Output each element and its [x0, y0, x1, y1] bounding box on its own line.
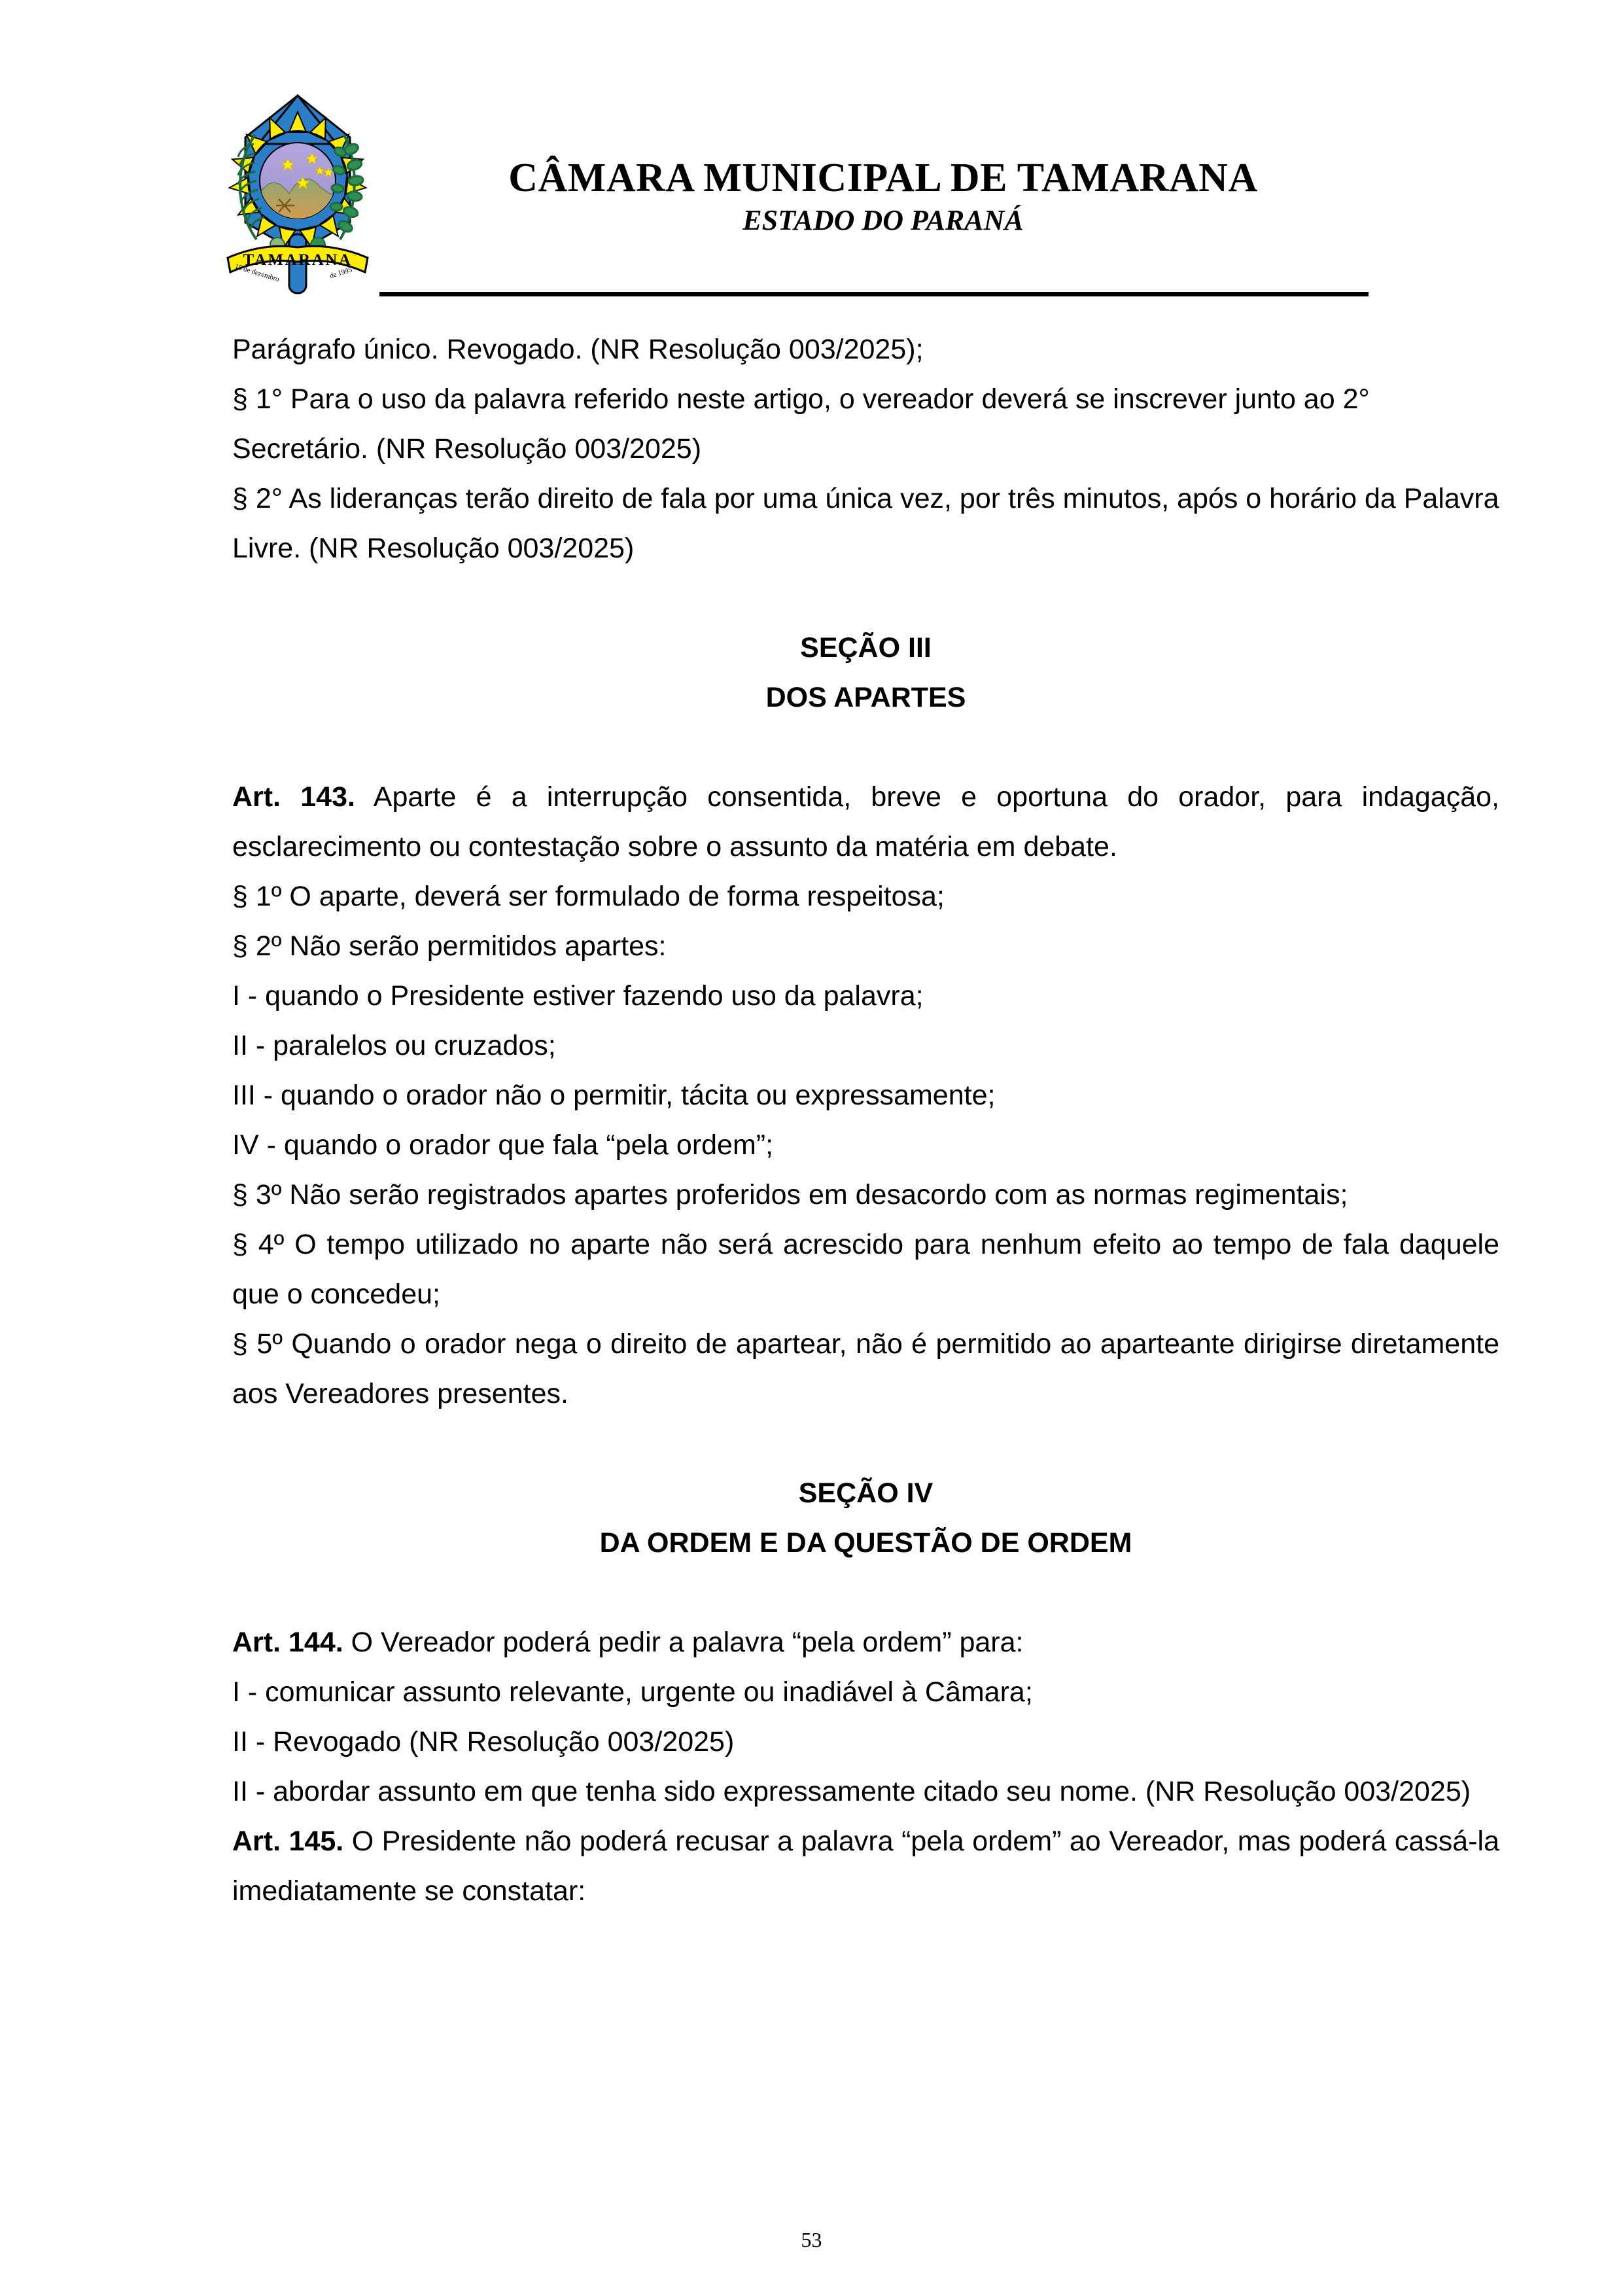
article-143-paragraph-2: § 2º Não serão permitidos apartes:: [232, 930, 667, 962]
page-number: 53: [801, 2228, 822, 2252]
article-143: [232, 772, 1499, 872]
article-143-item-iii: III - quando o orador não o permitir, tácita ou expressamente;: [232, 1080, 996, 1111]
article-143-paragraph-3: § 3º Não serão registrados apartes proferidos em desacordo com as normas regimentais;: [232, 1179, 1348, 1210]
spacer: [232, 573, 1499, 623]
document-body: [232, 325, 1499, 1916]
article-143-item-i: I - quando o Presidente estiver fazendo uso da palavra;: [232, 980, 924, 1012]
article-144-text: O Vereador poderá pedir a palavra “pela ordem” para:: [343, 1627, 1024, 1658]
crest-banner-right: de 1995: [328, 266, 353, 281]
section-4-title: DA ORDEM E DA QUESTÃO DE ORDEM: [599, 1527, 1132, 1559]
spacer: [232, 1419, 1499, 1468]
state-name: ESTADO DO PARANÁ: [742, 204, 1024, 237]
article-145-text: O Presidente não poderá recusar a palavra “pela ordem” ao Vereador, mas poderá cassá-la imediatamente se constatar:: [232, 1826, 1499, 1907]
article-143-item-iv: IV - quando o orador que fala “pela ordem”;: [232, 1129, 774, 1161]
paragraph-unico: Parágrafo único. Revogado. (NR Resolução 003/2025);: [232, 334, 924, 365]
article-143-paragraph-5: § 5º Quando o orador nega o direito de apartear, não é permitido ao aparteante dirigirse diretamente aos Vereadores presentes.: [232, 1328, 1499, 1409]
article-143-label: Art. 143.: [232, 781, 355, 813]
article-143-item-ii: II - paralelos ou cruzados;: [232, 1030, 556, 1061]
paragraph-1-art142: § 1° Para o uso da palavra referido neste artigo, o vereador deverá se inscrever junto ao 2° Secretário. (NR Resolução 003/2025): [232, 383, 1370, 465]
article-144-item-ii-revoked: II - Revogado (NR Resolução 003/2025): [232, 1726, 735, 1757]
letterhead-titles: [393, 157, 1374, 236]
section-3-number: SEÇÃO III: [800, 632, 932, 663]
coat-of-arms-icon: [216, 84, 379, 300]
article-143-paragraph-1: § 1º O aparte, deverá ser formulado de forma respeitosa;: [232, 881, 945, 912]
section-3-title: DOS APARTES: [765, 682, 966, 713]
crest-banner-main: TAMARANA: [243, 251, 353, 269]
article-145: [232, 1816, 1499, 1916]
paragraph-2-art142: § 2° As lideranças terão direito de fala por uma única vez, por três minutos, após o horário da Palavra Livre. (NR Resolução 003/2025): [232, 483, 1499, 564]
header-divider: [379, 292, 1369, 296]
article-143-paragraph-4: § 4º O tempo utilizado no aparte não será acrescido para nenhum efeito ao tempo de fala daquele que o concedeu;: [232, 1229, 1499, 1310]
organization-name: CÂMARA MUNICIPAL DE TAMARANA: [508, 156, 1258, 200]
letterhead: [0, 0, 1623, 308]
section-4-number: SEÇÃO IV: [798, 1477, 934, 1509]
article-144: [232, 1617, 1499, 1667]
spacer: [232, 722, 1499, 772]
crest-banner-left: 15 de dezembro: [234, 262, 281, 284]
spacer: [232, 1568, 1499, 1617]
article-143-text: Aparte é a interrupção consentida, breve e oportuna do orador, para indagação, esclarecimento ou contestação sobre o assunto da matéria em debate.: [232, 781, 1499, 862]
article-144-item-ii-new: II - abordar assunto em que tenha sido expressamente citado seu nome. (NR Resolução 003/2025): [232, 1776, 1471, 1807]
article-144-item-i: I - comunicar assunto relevante, urgente ou inadiável à Câmara;: [232, 1676, 1033, 1708]
article-144-label: Art. 144.: [232, 1627, 343, 1658]
article-145-label: Art. 145.: [232, 1826, 344, 1857]
